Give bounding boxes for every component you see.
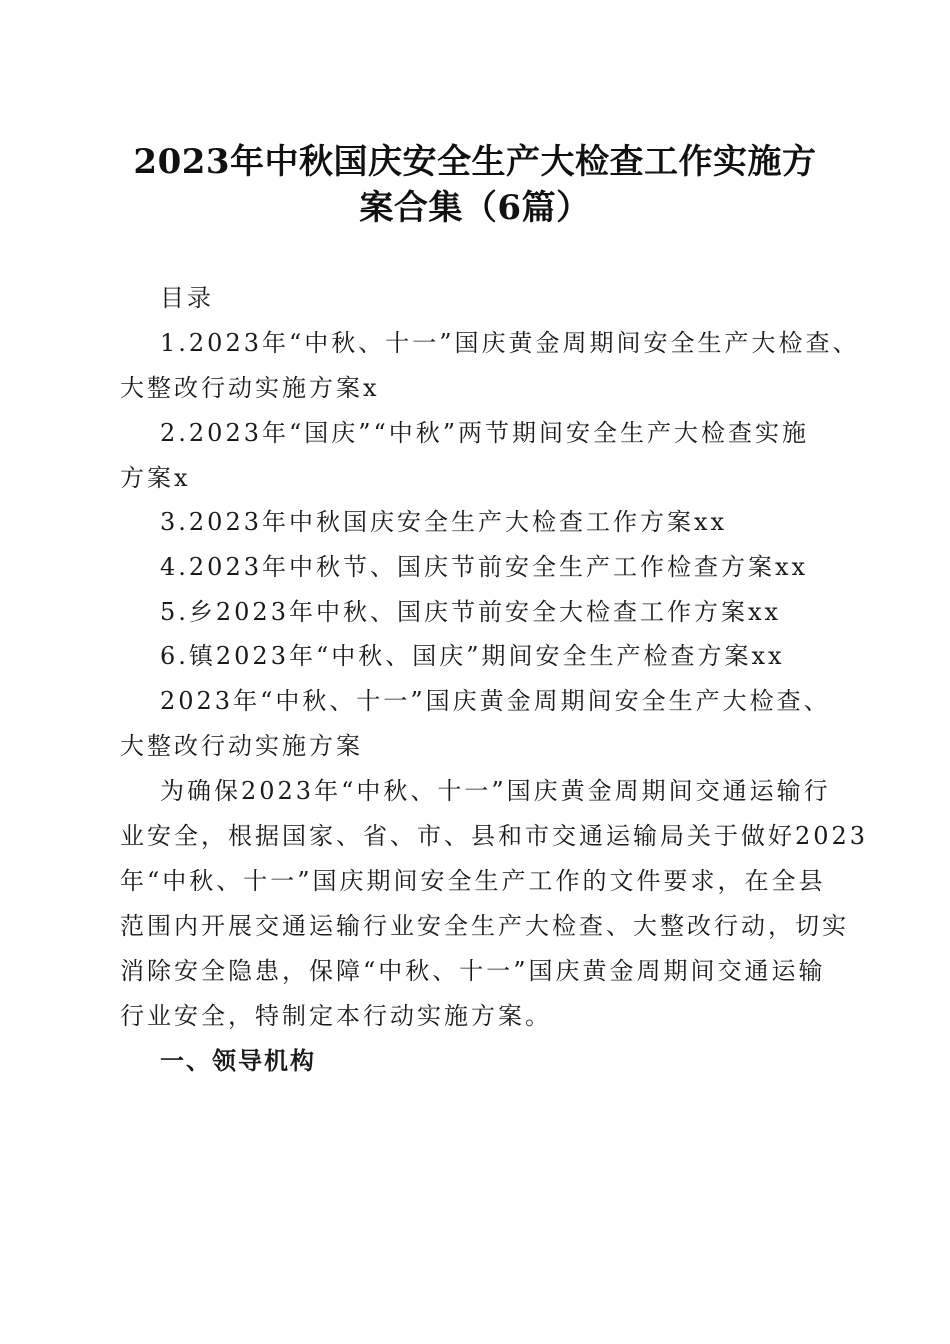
- document-title-line-2: 案合集（6篇）: [359, 188, 591, 228]
- toc-item-5: 5.乡2023年中秋、国庆节前安全大检查工作方案xx: [160, 598, 782, 626]
- intro-paragraph-line-2: 业安全，根据国家、省、市、县和市交通运输局关于做好2023: [120, 822, 869, 850]
- toc-item-3: 3.2023年中秋国庆安全生产大检查工作方案xx: [160, 508, 728, 536]
- toc-item-1-line-2: 大整改行动实施方案x: [120, 374, 380, 402]
- heading-leadership: 一、领导机构: [160, 1047, 316, 1075]
- toc-item-6: 6.镇2023年“中秋、国庆”期间安全生产检查方案xx: [160, 642, 785, 670]
- intro-paragraph-line-1: 为确保2023年“中秋、十一”国庆黄金周期间交通运输行: [160, 777, 831, 805]
- toc-item-1-line-1: 1.2023年“中秋、十一”国庆黄金周期间安全生产大检查、: [160, 329, 860, 357]
- toc-item-2-line-1: 2.2023年“国庆”“中秋”两节期间安全生产大检查实施: [160, 419, 810, 447]
- intro-paragraph-line-5: 消除安全隐患，保障“中秋、十一”国庆黄金周期间交通运输: [120, 957, 826, 985]
- toc-label: 目录: [160, 284, 214, 312]
- toc-item-2-line-2: 方案x: [120, 464, 191, 492]
- document-title-line-1: 2023年中秋国庆安全生产大检查工作实施方: [133, 142, 817, 182]
- section-title-line-1: 2023年“中秋、十一”国庆黄金周期间安全生产大检查、: [160, 687, 831, 715]
- intro-paragraph-line-6: 行业安全，特制定本行动实施方案。: [120, 1002, 552, 1030]
- intro-paragraph-line-4: 范围内开展交通运输行业安全生产大检查、大整改行动，切实: [120, 912, 849, 940]
- toc-item-4: 4.2023年中秋节、国庆节前安全生产工作检查方案xx: [160, 553, 809, 581]
- section-title-line-2: 大整改行动实施方案: [120, 732, 363, 760]
- intro-paragraph-line-3: 年“中秋、十一”国庆期间安全生产工作的文件要求，在全县: [120, 867, 826, 895]
